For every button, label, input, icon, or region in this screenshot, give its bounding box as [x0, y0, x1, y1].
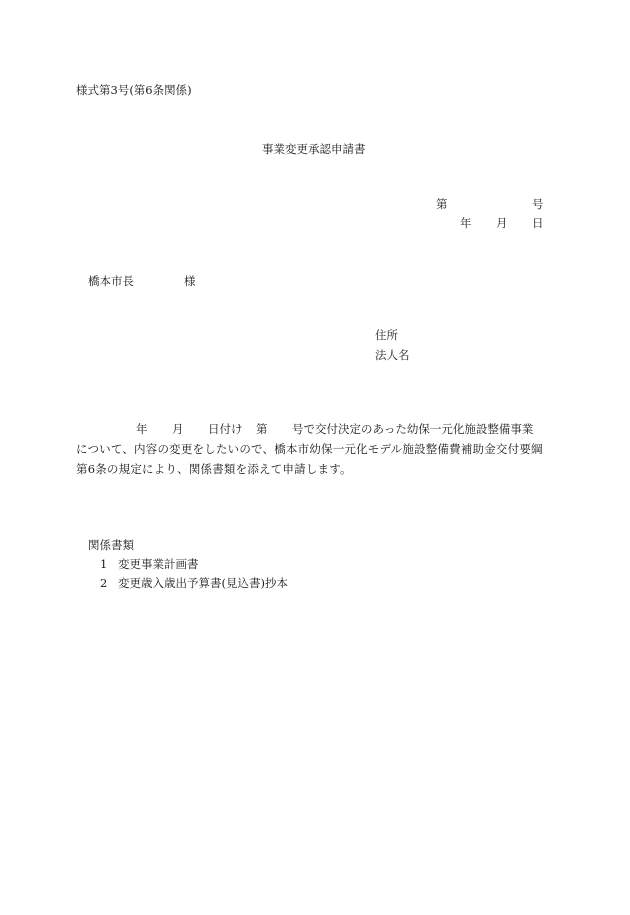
body-dated-label: 日付け — [208, 422, 243, 436]
reference-number-prefix: 第 — [436, 197, 448, 211]
addressee-name: 橋本市長 — [88, 274, 134, 288]
attachment-item-text: 変更歳入歳出予算書(見込書)抄本 — [118, 576, 288, 590]
body-line1-text: 号で交付決定のあった幼保一元化施設整備事業 — [292, 422, 534, 436]
date-day-label: 日 — [532, 216, 544, 230]
applicant-address-label: 住所 — [375, 328, 398, 342]
attachment-item-number: 1 — [100, 557, 108, 571]
body-year-label: 年 — [136, 422, 148, 436]
attachment-item-number: 2 — [100, 576, 108, 590]
date-year-label: 年 — [460, 216, 472, 230]
applicant-corporation-label: 法人名 — [375, 348, 410, 362]
date-month-label: 月 — [496, 216, 508, 230]
body-number-prefix: 第 — [256, 422, 268, 436]
reference-number-suffix: 号 — [532, 197, 544, 211]
attachments-heading: 関係書類 — [88, 538, 134, 552]
attachment-item-text: 変更事業計画書 — [118, 557, 199, 571]
document-title: 事業変更承認申請書 — [262, 142, 366, 156]
body-line2-text: について、内容の変更をしたいので、橋本市幼保一元化モデル施設整備費補助金交付要綱 — [76, 442, 543, 456]
form-number: 様式第3号(第6条関係) — [76, 83, 192, 97]
body-month-label: 月 — [172, 422, 184, 436]
body-line3-text: 第6条の規定により、関係書類を添えて申請します。 — [76, 462, 352, 476]
addressee-honorific: 様 — [184, 274, 196, 288]
